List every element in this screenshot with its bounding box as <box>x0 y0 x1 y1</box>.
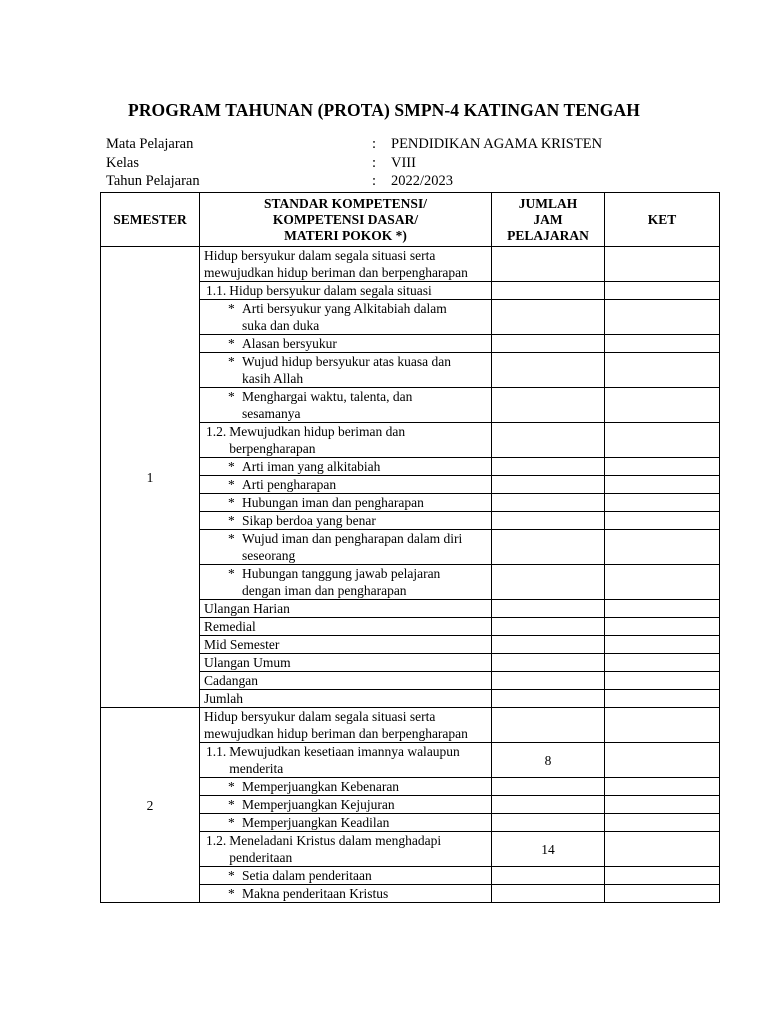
content-line: suka dan duka <box>242 318 320 333</box>
header-semester: SEMESTER <box>101 193 200 247</box>
ket-cell <box>605 618 720 636</box>
header-line: PELAJARAN <box>507 227 589 243</box>
jam-pelajaran-cell <box>492 353 605 388</box>
bullet-icon: * <box>228 779 235 794</box>
content-line: Hubungan tanggung jawab pelajaran <box>242 566 441 581</box>
content-line: penderitaan <box>229 850 293 865</box>
content-line: menderita <box>229 761 284 776</box>
bullet-text <box>242 494 424 511</box>
ket-cell <box>605 690 720 708</box>
kd-text <box>229 743 460 777</box>
content-line: kasih Allah <box>242 371 304 386</box>
materi-pokok-item <box>204 494 487 511</box>
content-cell <box>200 282 492 300</box>
content-cell <box>200 565 492 600</box>
jam-pelajaran-cell <box>492 282 605 300</box>
ket-cell <box>605 353 720 388</box>
table-row <box>101 247 720 282</box>
content-cell <box>200 778 492 796</box>
content-line: sesamanya <box>242 406 301 421</box>
content-line: Hubungan iman dan pengharapan <box>242 495 424 510</box>
content-line: Hidup bersyukur dalam segala situasi serta <box>204 248 436 263</box>
ket-cell <box>605 636 720 654</box>
bullet-icon: * <box>228 336 235 351</box>
content-line: mewujudkan hidup beriman dan berpengharapan <box>204 265 468 280</box>
content-cell <box>200 458 492 476</box>
content-cell <box>200 600 492 618</box>
bullet-text <box>242 512 376 529</box>
content-cell <box>200 353 492 388</box>
content-line: Cadangan <box>204 673 258 688</box>
info-colon: : <box>372 154 377 171</box>
jam-pelajaran-cell <box>492 796 605 814</box>
kompetensi-dasar <box>204 423 487 457</box>
info-colon: : <box>372 173 377 189</box>
materi-pokok-item <box>204 814 487 831</box>
content-line: Mewujudkan hidup beriman dan <box>229 424 406 439</box>
header-jumlah-jam <box>492 193 605 247</box>
info-value: VIII <box>391 154 416 171</box>
info-label: Kelas <box>106 154 140 171</box>
content-cell <box>200 814 492 832</box>
ket-cell <box>605 708 720 743</box>
content-line: dengan iman dan pengharapan <box>242 583 407 598</box>
ket-cell <box>605 672 720 690</box>
jam-pelajaran-cell <box>492 388 605 423</box>
content-line: Sikap berdoa yang benar <box>242 513 376 528</box>
header-line: JUMLAH <box>518 195 578 211</box>
content-cell <box>200 636 492 654</box>
ket-cell <box>605 796 720 814</box>
content-line: Ulangan Harian <box>204 601 290 616</box>
program-table <box>100 192 720 903</box>
content-line: Arti bersyukur yang Alkitabiah dalam <box>242 301 447 316</box>
jam-pelajaran-cell <box>492 778 605 796</box>
kd-text <box>229 832 441 866</box>
bullet-text <box>242 778 399 795</box>
content-line: Wujud iman dan pengharapan dalam diri <box>242 531 463 546</box>
content-line: Menghargai waktu, talenta, dan <box>242 389 413 404</box>
bullet-text <box>242 565 440 599</box>
materi-pokok-item <box>204 300 487 334</box>
header-line: STANDAR KOMPETENSI/ <box>264 195 427 211</box>
kd-number: 1.2. <box>206 424 227 439</box>
content-cell <box>200 618 492 636</box>
ket-cell <box>605 743 720 778</box>
ket-cell <box>605 530 720 565</box>
ket-cell <box>605 476 720 494</box>
content-line: Remedial <box>204 619 256 634</box>
jam-pelajaran-cell <box>492 708 605 743</box>
content-line: Setia dalam penderitaan <box>242 868 372 883</box>
content-line: Mewujudkan kesetiaan imannya walaupun <box>229 744 460 759</box>
jam-pelajaran-cell <box>492 618 605 636</box>
ket-cell <box>605 832 720 867</box>
content-cell <box>200 300 492 335</box>
content-line: berpengharapan <box>229 441 316 456</box>
ket-cell <box>605 654 720 672</box>
bullet-text <box>242 867 372 884</box>
info-label: Mata Pelajaran <box>106 136 194 152</box>
bullet-text <box>242 885 388 902</box>
content-line: Mid Semester <box>204 637 280 652</box>
content-line: Meneladani Kristus dalam menghadapi <box>229 833 442 848</box>
content-cell <box>200 832 492 867</box>
bullet-icon: * <box>228 301 235 316</box>
bullet-text <box>242 353 451 387</box>
materi-pokok-item <box>204 778 487 795</box>
content-line: Wujud hidup bersyukur atas kuasa dan <box>242 354 452 369</box>
ket-cell <box>605 335 720 353</box>
bullet-icon: * <box>228 815 235 830</box>
ket-cell <box>605 458 720 476</box>
header-line: KOMPETENSI DASAR/ <box>272 211 419 227</box>
content-line: Memperjuangkan Kebenaran <box>242 779 400 794</box>
jam-pelajaran-cell: 8 <box>492 743 605 778</box>
kompetensi-dasar <box>204 743 487 777</box>
jam-pelajaran-cell <box>492 885 605 903</box>
content-cell <box>200 423 492 458</box>
header-ket: KET <box>605 193 720 247</box>
bullet-icon: * <box>228 459 235 474</box>
ket-cell <box>605 494 720 512</box>
jam-pelajaran-cell <box>492 423 605 458</box>
ket-cell <box>605 512 720 530</box>
content-line: Alasan bersyukur <box>242 336 337 351</box>
materi-pokok-item <box>204 476 487 493</box>
content-line: mewujudkan hidup beriman dan berpengharapan <box>204 726 468 741</box>
materi-pokok-item <box>204 335 487 352</box>
bullet-icon: * <box>228 868 235 883</box>
bullet-icon: * <box>228 566 235 581</box>
info-colon: : <box>372 136 377 152</box>
bullet-icon: * <box>228 513 235 528</box>
table-row <box>101 708 720 743</box>
jam-pelajaran-cell: 14 <box>492 832 605 867</box>
jam-pelajaran-cell <box>492 476 605 494</box>
ket-cell <box>605 300 720 335</box>
bullet-text <box>242 335 337 352</box>
content-line: Ulangan Umum <box>204 655 291 670</box>
bullet-icon: * <box>228 886 235 901</box>
content-cell <box>200 867 492 885</box>
ket-cell <box>605 565 720 600</box>
kd-text <box>229 423 405 457</box>
info-value: 2022/2023 <box>391 173 454 189</box>
content-cell <box>200 388 492 423</box>
content-cell <box>200 247 492 282</box>
jam-pelajaran-cell <box>492 690 605 708</box>
jam-pelajaran-cell <box>492 867 605 885</box>
semester-cell: 1 <box>101 247 200 708</box>
content-line: Makna penderitaan Kristus <box>242 886 389 901</box>
bullet-icon: * <box>228 477 235 492</box>
jam-pelajaran-cell <box>492 494 605 512</box>
info-value: PENDIDIKAN AGAMA KRISTEN <box>391 136 603 152</box>
content-cell <box>200 654 492 672</box>
content-line: Arti pengharapan <box>242 477 337 492</box>
materi-pokok-item <box>204 530 487 564</box>
ket-cell <box>605 282 720 300</box>
materi-pokok-item <box>204 353 487 387</box>
bullet-text <box>242 458 380 475</box>
content-line: Jumlah <box>204 691 243 706</box>
bullet-icon: * <box>228 389 235 404</box>
bullet-icon: * <box>228 495 235 510</box>
ket-cell <box>605 814 720 832</box>
materi-pokok-item <box>204 512 487 529</box>
content-line: Hidup bersyukur dalam segala situasi <box>229 283 432 298</box>
kd-number: 1.2. <box>206 833 227 848</box>
content-line: seseorang <box>242 548 296 563</box>
jam-pelajaran-cell <box>492 512 605 530</box>
ket-cell <box>605 778 720 796</box>
header-standar-kompetensi <box>200 193 492 247</box>
bullet-icon: * <box>228 354 235 369</box>
kompetensi-dasar <box>204 282 487 299</box>
table-header-row <box>101 193 720 247</box>
content-cell <box>200 743 492 778</box>
jam-pelajaran-cell <box>492 600 605 618</box>
materi-pokok-item <box>204 388 487 422</box>
bullet-text <box>242 814 389 831</box>
jam-pelajaran-cell <box>492 300 605 335</box>
ket-cell <box>605 423 720 458</box>
materi-pokok-item <box>204 885 487 902</box>
bullet-icon: * <box>228 797 235 812</box>
bullet-text <box>242 530 462 564</box>
materi-pokok-item <box>204 565 487 599</box>
materi-pokok-item <box>204 458 487 475</box>
kd-text <box>229 282 431 299</box>
jam-pelajaran-cell <box>492 814 605 832</box>
jam-pelajaran-cell <box>492 654 605 672</box>
materi-pokok-item <box>204 796 487 813</box>
bullet-text <box>242 476 336 493</box>
content-line: Arti iman yang alkitabiah <box>242 459 381 474</box>
content-cell <box>200 476 492 494</box>
jam-pelajaran-cell <box>492 335 605 353</box>
bullet-text <box>242 388 412 422</box>
document-title: PROGRAM TAHUNAN (PROTA) SMPN-4 KATINGAN TENGAH <box>128 100 640 120</box>
header-line: MATERI POKOK *) <box>284 227 407 243</box>
content-line: Hidup bersyukur dalam segala situasi serta <box>204 709 436 724</box>
info-label: Tahun Pelajaran <box>106 173 200 189</box>
content-cell <box>200 512 492 530</box>
kd-number: 1.1. <box>206 283 227 298</box>
content-cell <box>200 708 492 743</box>
materi-pokok-item <box>204 867 487 884</box>
semester-cell: 2 <box>101 708 200 903</box>
content-cell <box>200 690 492 708</box>
jam-pelajaran-cell <box>492 530 605 565</box>
jam-pelajaran-cell <box>492 636 605 654</box>
bullet-text <box>242 300 447 334</box>
table-body <box>101 247 720 903</box>
bullet-icon: * <box>228 531 235 546</box>
header-line: JAM <box>533 211 563 227</box>
jam-pelajaran-cell <box>492 565 605 600</box>
ket-cell <box>605 600 720 618</box>
content-cell <box>200 335 492 353</box>
content-line: Memperjuangkan Kejujuran <box>242 797 395 812</box>
jam-pelajaran-cell <box>492 672 605 690</box>
content-cell <box>200 494 492 512</box>
content-cell <box>200 796 492 814</box>
content-cell <box>200 885 492 903</box>
ket-cell <box>605 247 720 282</box>
bullet-text <box>242 796 395 813</box>
kd-number: 1.1. <box>206 744 227 759</box>
kompetensi-dasar <box>204 832 487 866</box>
content-cell <box>200 530 492 565</box>
content-line: Memperjuangkan Keadilan <box>242 815 390 830</box>
ket-cell <box>605 885 720 903</box>
ket-cell <box>605 867 720 885</box>
jam-pelajaran-cell <box>492 247 605 282</box>
ket-cell <box>605 388 720 423</box>
jam-pelajaran-cell <box>492 458 605 476</box>
content-cell <box>200 672 492 690</box>
